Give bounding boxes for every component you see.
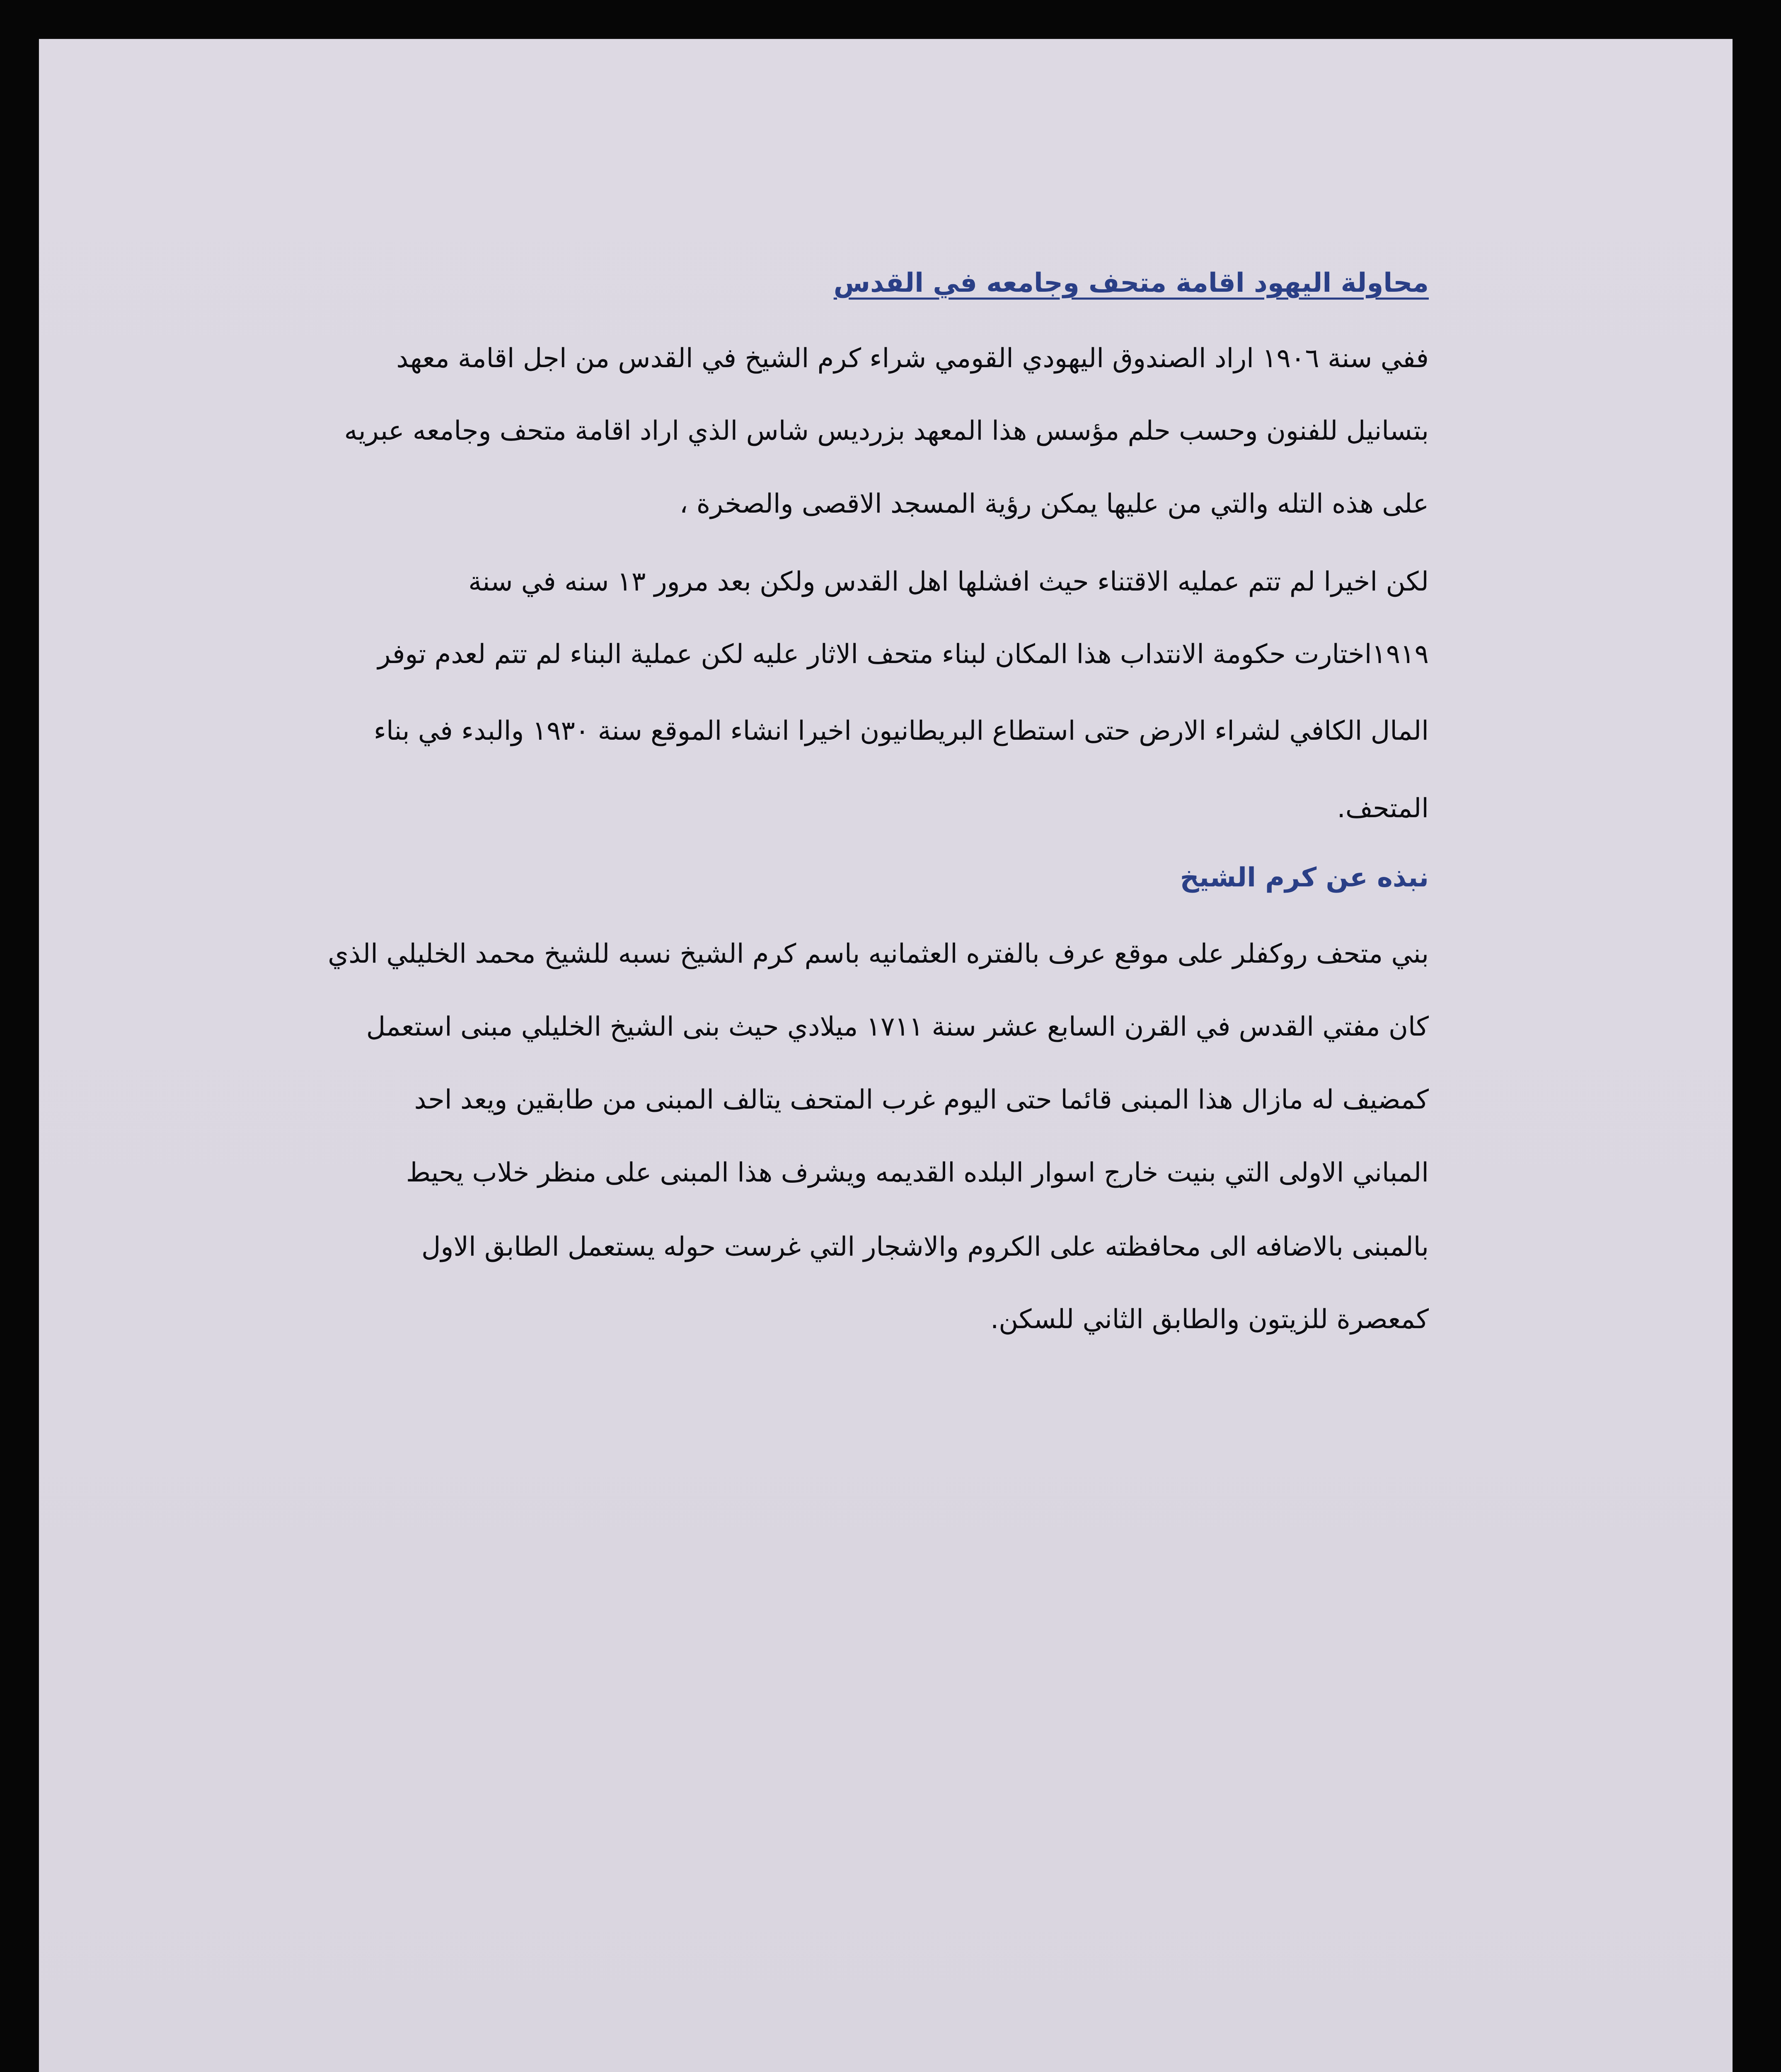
paragraph-1-line-2: بتسانيل للفنون وحسب حلم مؤسس هذا المعهد بزرديس شاس الذي اراد اقامة متحف وجامعه عبريه bbox=[344, 416, 1429, 446]
paragraph-3-line-1: بني متحف روكفلر على موقع عرف بالفتره العثمانيه باسم كرم الشيخ نسبه للشيخ محمد الخليلي الذي bbox=[328, 939, 1429, 969]
paragraph-2-line-4: المتحف. bbox=[1337, 793, 1429, 824]
paragraph-2-line-2: ١٩١٩اختارت حكومة الانتداب هذا المكان لبناء متحف الاثار عليه لكن عملية البناء لم تتم لعدم توفر bbox=[377, 639, 1429, 670]
paragraph-3-line-3: كمضيف له مازال هذا المبنى قائما حتى اليوم غرب المتحف يتالف المبنى من طابقين ويعد احد bbox=[414, 1084, 1429, 1115]
paragraph-3-line-2: كان مفتي القدس في القرن السابع عشر سنة ١٧١١ ميلادي حيث بنى الشيخ الخليلي مبنى استعمل bbox=[366, 1012, 1429, 1042]
paragraph-1-line-1: ففي سنة ١٩٠٦ اراد الصندوق اليهودي القومي شراء كرم الشيخ في القدس من اجل اقامة معهد bbox=[396, 343, 1429, 374]
paragraph-3-line-5: بالمبنى بالاضافه الى محافظته على الكروم والاشجار التي غرست حوله يستعمل الطابق الاول bbox=[421, 1232, 1429, 1262]
paragraph-3-line-4: المباني الاولى التي بنيت خارج اسوار البلده القديمه ويشرف هذا المبنى على منظر خلاب يحيط bbox=[406, 1157, 1429, 1188]
document-body bbox=[39, 39, 1733, 2072]
paragraph-1-line-3: على هذه التله والتي من عليها يمكن رؤية المسجد الاقصى والصخرة ، bbox=[679, 489, 1429, 519]
paragraph-3-line-6: كمعصرة للزيتون والطابق الثاني للسكن. bbox=[990, 1304, 1429, 1335]
document-subheading: نبذه عن كرم الشيخ bbox=[1180, 862, 1429, 893]
paragraph-2-line-1: لكن اخيرا لم تتم عمليه الاقتناء حيث افشلها اهل القدس ولكن بعد مرور ١٣ سنه في سنة bbox=[468, 566, 1429, 597]
paper-sheet bbox=[39, 39, 1733, 2072]
paragraph-2-line-3: المال الكافي لشراء الارض حتى استطاع البريطانيون اخيرا انشاء الموقع سنة ١٩٣٠ والبدء في بناء bbox=[373, 716, 1429, 746]
document-heading: محاولة اليهود اقامة متحف وجامعه في القدس bbox=[833, 268, 1429, 298]
